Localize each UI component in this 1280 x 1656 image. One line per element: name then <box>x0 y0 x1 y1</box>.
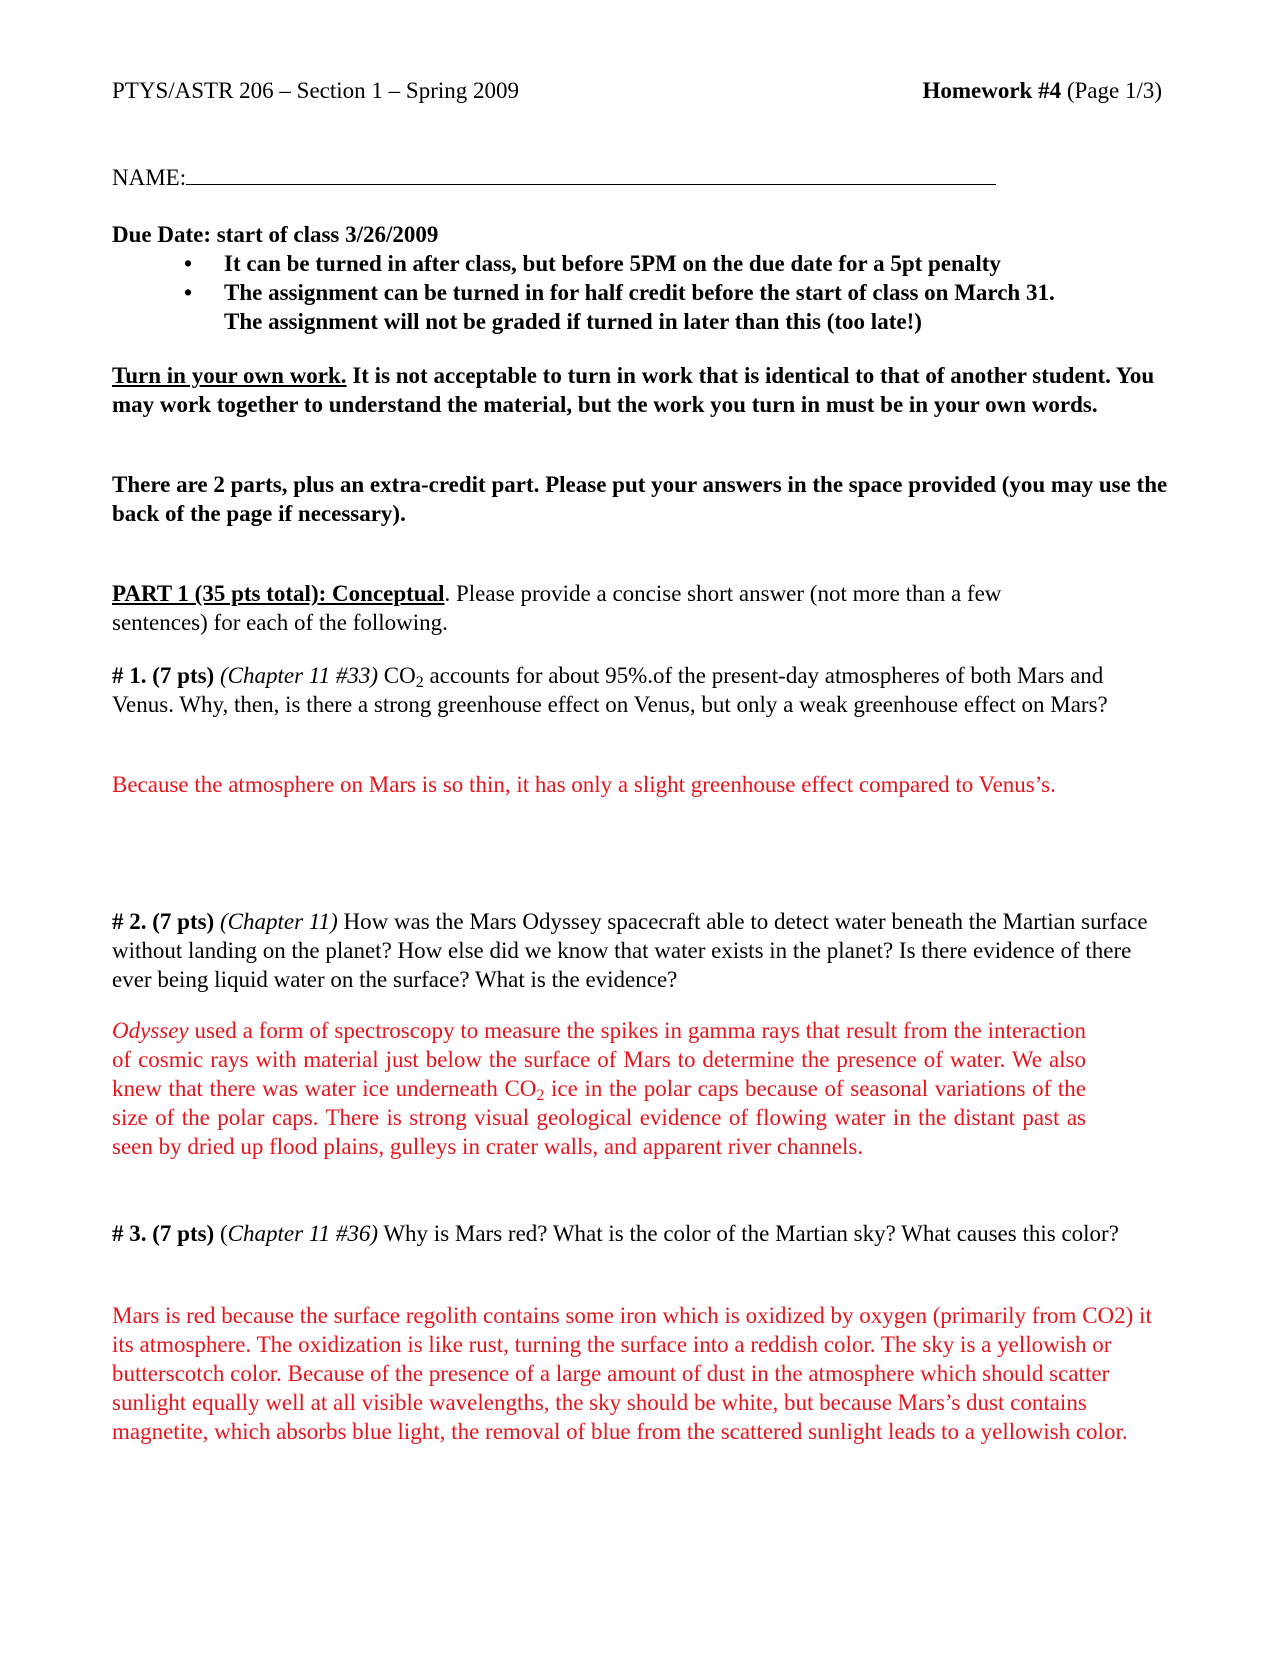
part1-heading: PART 1 (35 pts total): Conceptual <box>112 581 445 606</box>
due-date-bullets <box>112 249 1172 336</box>
homework-title: Homework #4 <box>922 78 1062 103</box>
question-2 <box>112 907 1170 994</box>
course-header: PTYS/ASTR 206 – Section 1 – Spring 2009 <box>112 78 520 103</box>
list-item: • The assignment can be turned in for half credit before the start of class on March 31. The assignment will not be graded if turned in later than this (too late!) <box>184 280 1055 334</box>
q3-reference: Chapter 11 #36) <box>227 1221 378 1246</box>
q2-reference: (Chapter 11) <box>219 909 338 934</box>
q3-number: # 3. (7 pts) <box>112 1221 215 1246</box>
own-work-notice <box>112 361 1170 419</box>
q1-answer: Because the atmosphere on Mars is so thin, it has only a slight greenhouse effect compared to Venus’s. <box>112 772 1056 797</box>
bullet-icon: • <box>184 251 193 276</box>
q3-answer: Mars is red because the surface regolith contains some iron which is oxidized by oxygen (primarily from CO2) it its atmosphere. The oxidization is like rust, turning the surface into a reddish color. The sky is a yellowish or butterscotch color. Because of the presence of a large amount of dust in the atmosphere which should scatter sunlight equally well at all visible wavelengths, the sky should be white, but because Mars’s dust contains magnetite, which absorbs blue light, the removal of blue from the scattered sunlight leads to a yellowish color. <box>112 1303 1152 1444</box>
q2-text: How was the Mars Odyssey spacecraft able to detect water beneath the Martian surface without landing on the planet? How else did we know that water exists in the planet? Is there evidence of there ever being liquid water on the surface? What is the evidence? <box>112 909 1148 992</box>
question-3: # 3. (7 pts) (Chapter 11 #36) Why is Mars red? What is the color of the Martian sky? What causes this color? <box>112 1221 1119 1246</box>
list-item: • It can be turned in after class, but before 5PM on the due date for a 5pt penalty <box>184 251 1001 276</box>
own-work-lead: Turn in your own work. <box>112 363 347 388</box>
question-1: # 1. (7 pts) (Chapter 11 #33) $CO_2$ accounts for about 95%.of the present-day atmospheres of both Mars and Venus. Why, then, is there a strong greenhouse effect on Venus, but only a weak greenhouse effect on Mars? <box>112 663 1108 717</box>
part1-intro <box>112 579 1072 637</box>
q2-answer: Odyssey used a form of spectroscopy to measure the spikes in gamma rays that result from the interaction of cosmic rays with material just below the surface of Mars to determine the presence of water. We also knew that there was water ice underneath $CO_2$ ice in the polar caps because of seasonal variations of the size of the polar caps. There is strong visual geological evidence of flowing water in the distant past as seen by dried up flood plains, gulleys in crater walls, and apparent river channels. <box>112 1018 1087 1159</box>
page-indicator: (Page 1/3) <box>1066 78 1162 103</box>
due-date-section <box>112 220 1172 336</box>
part1-text: . Please provide a concise short answer (not more than a few sentences) for each of the following. <box>112 581 1002 635</box>
q1-number: # 1. (7 pts) <box>112 663 215 688</box>
name-blank-line <box>186 162 996 185</box>
bullet-icon: • <box>184 280 193 305</box>
parts-note: There are 2 parts, plus an extra-credit part. Please put your answers in the space provided (you may use the back of the page if necessary). <box>112 472 1168 526</box>
homework-header <box>922 76 1162 105</box>
own-work-text: It is not acceptable to turn in work that is identical to that of another student. You may work together to understand the material, but the work you turn in must be in your own words. <box>112 363 1155 417</box>
q3-text: Why is Mars red? What is the color of the Martian sky? What causes this color? <box>383 1221 1119 1246</box>
q1-reference: (Chapter 11 #33) <box>219 663 378 688</box>
name-label: NAME: <box>112 165 187 190</box>
name-field-row <box>112 162 996 192</box>
due-date-title: Due Date: start of class 3/26/2009 <box>112 222 439 247</box>
q2-number: # 2. (7 pts) <box>112 909 215 934</box>
